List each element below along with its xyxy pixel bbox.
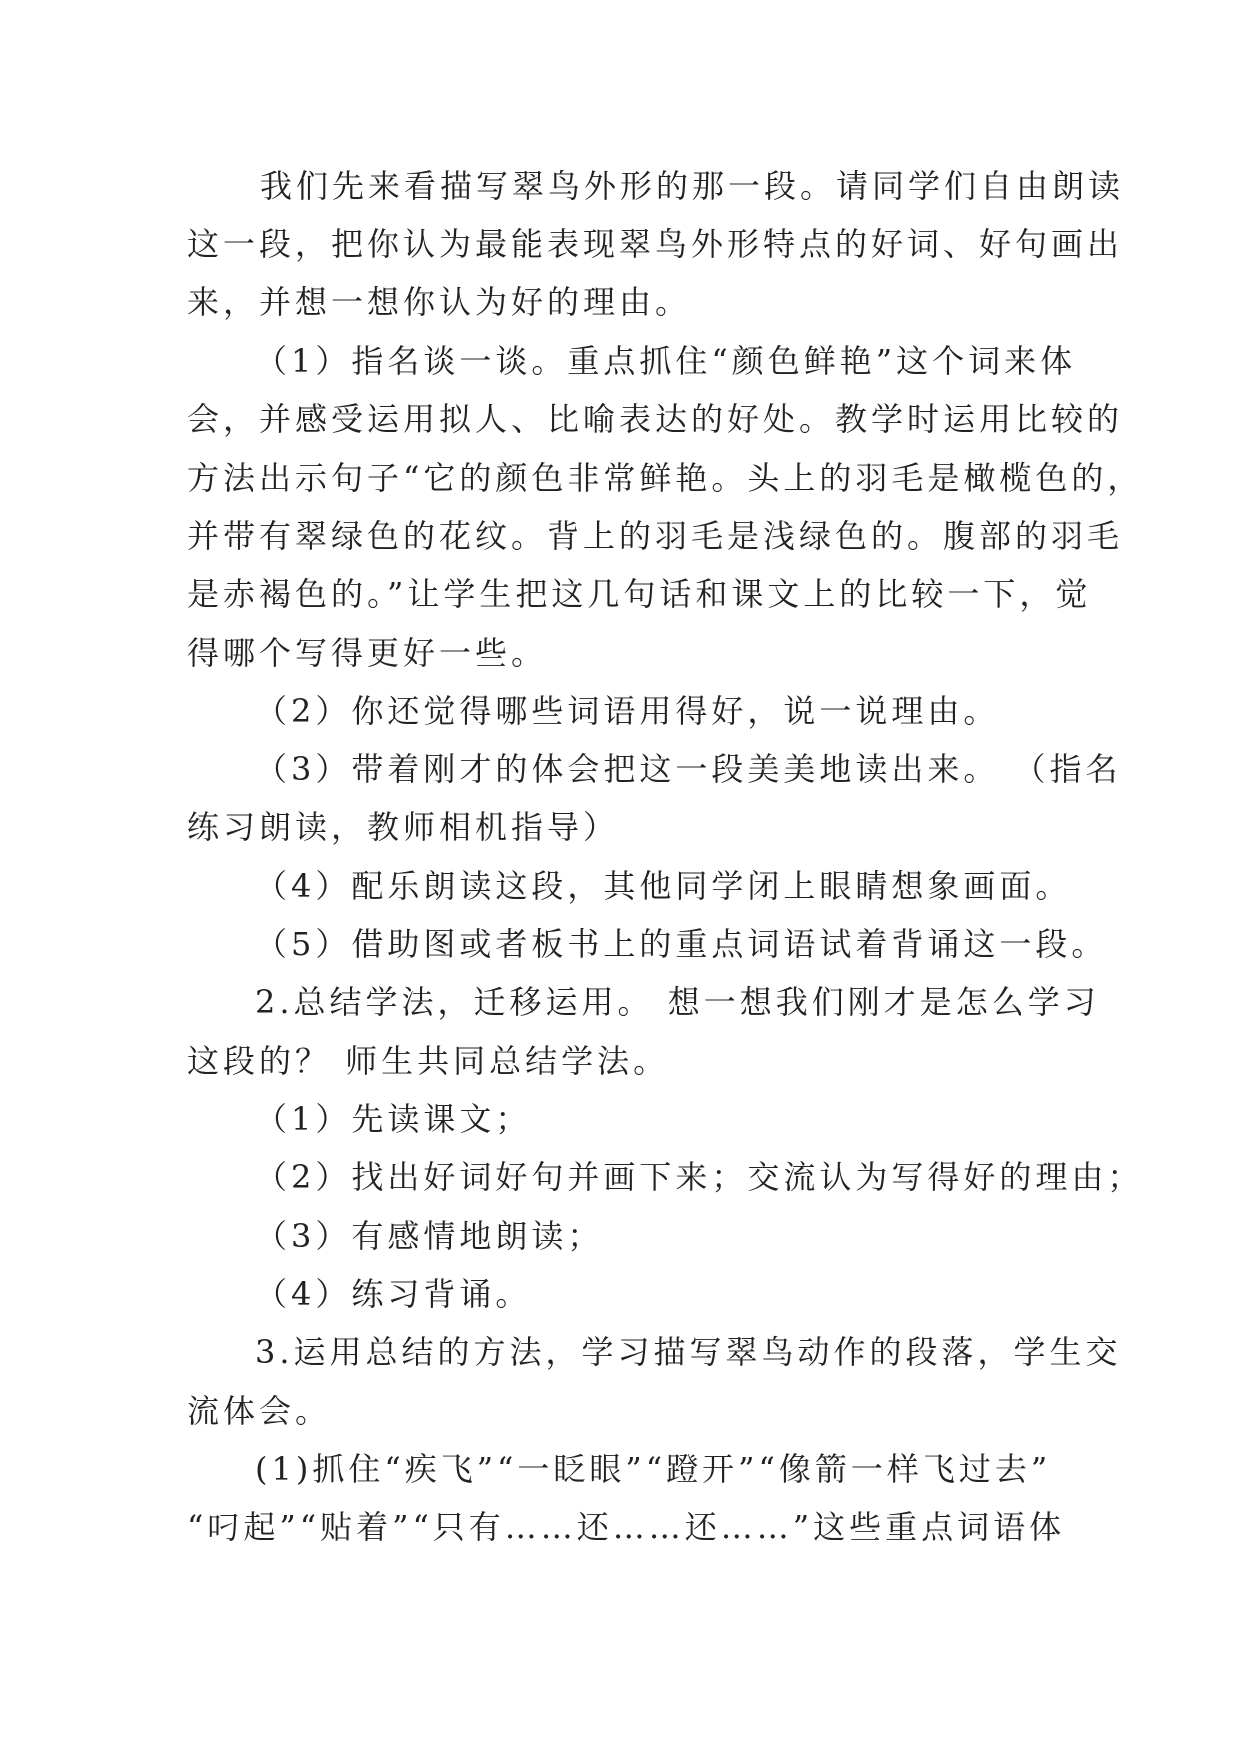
text-line: 并带有翠绿色的花纹。背上的羽毛是浅绿色的。腹部的羽毛 <box>187 517 1124 555</box>
text-line: 这一段，把你认为最能表现翠鸟外形特点的好词、好句画出 <box>187 225 1124 263</box>
text-line: （1）先读课文； <box>255 1100 532 1138</box>
text-line: （2）找出好词好句并画下来；交流认为写得好的理由； <box>255 1158 1144 1196</box>
text-line: （1）指名谈一谈。重点抓住“颜色鲜艳”这个词来体 <box>255 342 1077 380</box>
text-line: （2）你还觉得哪些词语用得好，说一说理由。 <box>255 692 1000 730</box>
text-line: 2.总结学法，迁移运用。 想一想我们刚才是怎么学习 <box>255 983 1100 1021</box>
text-line: （5）借助图或者板书上的重点词语试着背诵这一段。 <box>255 925 1108 963</box>
text-line: （3）带着刚才的体会把这一段美美地读出来。 （指名 <box>255 750 1122 788</box>
text-line: 练习朗读，教师相机指导） <box>187 808 620 846</box>
text-line: 来，并想一想你认为好的理由。 <box>187 283 692 321</box>
text-line: （3）有感情地朗读； <box>255 1217 604 1255</box>
text-line: 3.运用总结的方法，学习描写翠鸟动作的段落，学生交 <box>255 1333 1122 1371</box>
text-line: 这段的？ 师生共同总结学法。 <box>187 1042 670 1080</box>
text-line: (1)抓住“疾飞”“一眨眼”“蹬开”“像箭一样飞过去” <box>255 1450 1052 1488</box>
text-line: 会，并感受运用拟人、比喻表达的好处。教学时运用比较的 <box>187 400 1124 438</box>
text-line: “叼起”“贴着”“只有……还……还……”这些重点词语体 <box>187 1508 1066 1546</box>
text-line: （4）练习背诵。 <box>255 1275 532 1313</box>
text-line: 流体会。 <box>187 1392 332 1430</box>
text-line: 方法出示句子“它的颜色非常鲜艳。头上的羽毛是橄榄色的， <box>187 459 1144 497</box>
text-line: 得哪个写得更好一些。 <box>187 634 548 672</box>
text-line: 我们先来看描写翠鸟外形的那一段。请同学们自由朗读 <box>260 167 1125 205</box>
text-line: （4）配乐朗读这段，其他同学闭上眼睛想象画面。 <box>255 867 1072 905</box>
text-line: 是赤褐色的。”让学生把这几句话和课文上的比较一下，觉 <box>187 575 1092 613</box>
